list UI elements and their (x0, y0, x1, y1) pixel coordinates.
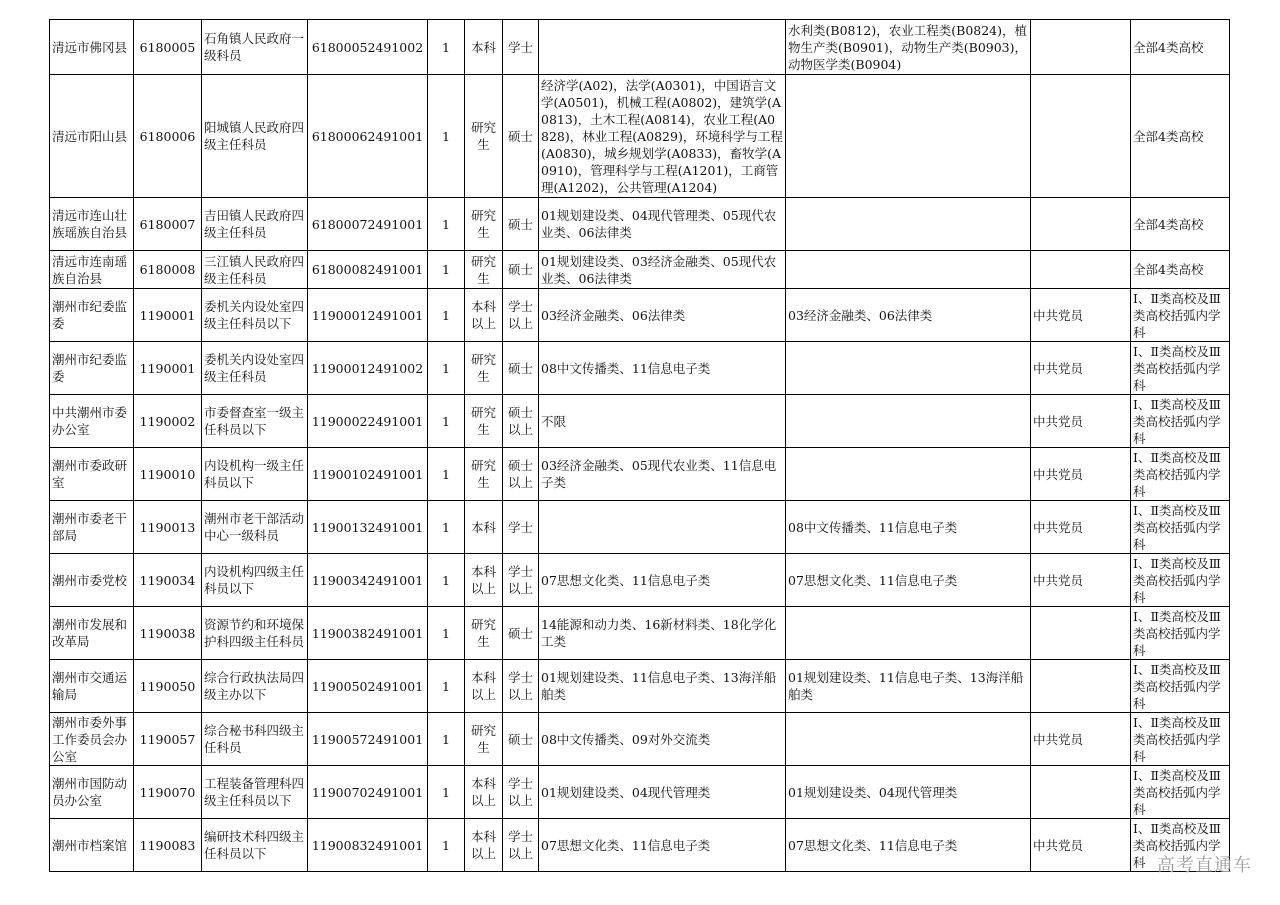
post-code-cell: 11900132491001 (308, 501, 428, 554)
graduate-major-cell: 07思想文化类、11信息电子类 (539, 554, 786, 607)
position-cell: 综合行政执法局四级主办以下 (202, 660, 308, 713)
code-cell: 1190038 (134, 607, 202, 660)
area-cell: 潮州市纪委监委 (50, 289, 134, 342)
undergraduate-major-cell: 07思想文化类、11信息电子类 (786, 819, 1031, 872)
position-cell: 三江镇人民政府四级主任科员 (202, 251, 308, 289)
count-cell: 1 (428, 251, 465, 289)
code-cell: 1190002 (134, 395, 202, 448)
education-cell: 本科以上 (465, 289, 503, 342)
politics-cell (1031, 607, 1131, 660)
degree-cell: 硕士 (503, 198, 539, 251)
education-cell: 研究生 (465, 75, 503, 198)
education-cell: 本科以上 (465, 819, 503, 872)
table-row (50, 766, 1230, 819)
degree-cell: 硕士 (503, 251, 539, 289)
school-cell: 全部4类高校 (1131, 20, 1230, 75)
position-cell: 吉田镇人民政府四级主任科员 (202, 198, 308, 251)
area-cell: 清远市连山壮族瑶族自治县 (50, 198, 134, 251)
school-cell: Ⅰ、Ⅱ类高校及Ⅲ类高校括弧内学科 (1131, 766, 1230, 819)
area-cell: 潮州市国防动员办公室 (50, 766, 134, 819)
politics-cell: 中共党员 (1031, 819, 1131, 872)
position-cell: 阳城镇人民政府四级主任科员 (202, 75, 308, 198)
code-cell: 1190083 (134, 819, 202, 872)
area-cell: 潮州市委政研室 (50, 448, 134, 501)
education-cell: 研究生 (465, 448, 503, 501)
education-cell: 研究生 (465, 607, 503, 660)
graduate-major-cell: 14能源和动力类、16新材料类、18化学化工类 (539, 607, 786, 660)
table-row (50, 819, 1230, 872)
graduate-major-cell: 经济学(A02)，法学(A0301)，中国语言文学(A0501)，机械工程(A0802)，建筑学(A0813)，土木工程(A0814)，农业工程(A0828)，林业工程(A0829)，环境科学与工程(A0830)，城乡规划学(A0833)，畜牧学(A0910)，管理科学与工程(A1201)，工商管理(A1202)，公共管理(A1204) (539, 75, 786, 198)
table-row (50, 448, 1230, 501)
area-cell: 潮州市委党校 (50, 554, 134, 607)
table-row (50, 501, 1230, 554)
school-cell: Ⅰ、Ⅱ类高校及Ⅲ类高校括弧内学科 (1131, 448, 1230, 501)
count-cell: 1 (428, 819, 465, 872)
degree-cell: 硕士 (503, 607, 539, 660)
degree-cell: 硕士 (503, 342, 539, 395)
undergraduate-major-cell (786, 607, 1031, 660)
post-code-cell: 11900702491001 (308, 766, 428, 819)
table-row (50, 20, 1230, 75)
education-cell: 研究生 (465, 198, 503, 251)
degree-cell: 学士以上 (503, 766, 539, 819)
position-cell: 潮州市老干部活动中心一级科员 (202, 501, 308, 554)
position-cell: 内设机构一级主任科员以下 (202, 448, 308, 501)
post-code-cell: 11900382491001 (308, 607, 428, 660)
undergraduate-major-cell (786, 251, 1031, 289)
politics-cell: 中共党员 (1031, 289, 1131, 342)
post-code-cell: 11900572491001 (308, 713, 428, 766)
degree-cell: 学士 (503, 20, 539, 75)
position-cell: 资源节约和环境保护科四级主任科员 (202, 607, 308, 660)
education-cell: 本科以上 (465, 660, 503, 713)
graduate-major-cell (539, 501, 786, 554)
undergraduate-major-cell (786, 342, 1031, 395)
table-row (50, 251, 1230, 289)
degree-cell: 硕士 (503, 75, 539, 198)
education-cell: 本科以上 (465, 766, 503, 819)
area-cell: 潮州市纪委监委 (50, 342, 134, 395)
area-cell: 清远市阳山县 (50, 75, 134, 198)
school-cell: Ⅰ、Ⅱ类高校及Ⅲ类高校括弧内学科 (1131, 607, 1230, 660)
undergraduate-major-cell: 03经济金融类、06法律类 (786, 289, 1031, 342)
recruitment-table (49, 19, 1230, 872)
undergraduate-major-cell (786, 448, 1031, 501)
undergraduate-major-cell (786, 713, 1031, 766)
code-cell: 1190034 (134, 554, 202, 607)
code-cell: 1190050 (134, 660, 202, 713)
education-cell: 研究生 (465, 395, 503, 448)
position-cell: 工程装备管理科四级主任科员以下 (202, 766, 308, 819)
count-cell: 1 (428, 554, 465, 607)
graduate-major-cell: 01规划建设类、03经济金融类、05现代农业类、06法律类 (539, 251, 786, 289)
code-cell: 1190013 (134, 501, 202, 554)
table-row (50, 607, 1230, 660)
code-cell: 1190070 (134, 766, 202, 819)
degree-cell: 硕士以上 (503, 395, 539, 448)
education-cell: 研究生 (465, 342, 503, 395)
degree-cell: 学士以上 (503, 554, 539, 607)
area-cell: 清远市佛冈县 (50, 20, 134, 75)
undergraduate-major-cell (786, 75, 1031, 198)
education-cell: 本科以上 (465, 554, 503, 607)
undergraduate-major-cell: 01规划建设类、11信息电子类、13海洋船舶类 (786, 660, 1031, 713)
count-cell: 1 (428, 342, 465, 395)
post-code-cell: 11900022491001 (308, 395, 428, 448)
undergraduate-major-cell: 07思想文化类、11信息电子类 (786, 554, 1031, 607)
post-code-cell: 11900012491002 (308, 342, 428, 395)
graduate-major-cell: 01规划建设类、04现代管理类、05现代农业类、06法律类 (539, 198, 786, 251)
position-cell: 市委督查室一级主任科员以下 (202, 395, 308, 448)
code-cell: 1190057 (134, 713, 202, 766)
undergraduate-major-cell: 01规划建设类、04现代管理类 (786, 766, 1031, 819)
code-cell: 1190001 (134, 289, 202, 342)
politics-cell: 中共党员 (1031, 554, 1131, 607)
count-cell: 1 (428, 660, 465, 713)
code-cell: 1190001 (134, 342, 202, 395)
education-cell: 研究生 (465, 713, 503, 766)
table-row (50, 554, 1230, 607)
politics-cell (1031, 660, 1131, 713)
position-cell: 编研技术科四级主任科员以下 (202, 819, 308, 872)
graduate-major-cell: 08中文传播类、09对外交流类 (539, 713, 786, 766)
education-cell: 研究生 (465, 251, 503, 289)
degree-cell: 学士以上 (503, 819, 539, 872)
undergraduate-major-cell: 08中文传播类、11信息电子类 (786, 501, 1031, 554)
count-cell: 1 (428, 395, 465, 448)
post-code-cell: 61800052491002 (308, 20, 428, 75)
position-cell: 综合秘书科四级主任科员 (202, 713, 308, 766)
count-cell: 1 (428, 448, 465, 501)
position-cell: 委机关内设处室四级主任科员以下 (202, 289, 308, 342)
post-code-cell: 61800062491001 (308, 75, 428, 198)
post-code-cell: 11900342491001 (308, 554, 428, 607)
count-cell: 1 (428, 501, 465, 554)
politics-cell (1031, 766, 1131, 819)
school-cell: Ⅰ、Ⅱ类高校及Ⅲ类高校括弧内学科 (1131, 554, 1230, 607)
graduate-major-cell: 不限 (539, 395, 786, 448)
politics-cell (1031, 75, 1131, 198)
area-cell: 潮州市委老干部局 (50, 501, 134, 554)
post-code-cell: 61800082491001 (308, 251, 428, 289)
politics-cell (1031, 198, 1131, 251)
school-cell: Ⅰ、Ⅱ类高校及Ⅲ类高校括弧内学科 (1131, 713, 1230, 766)
school-cell: Ⅰ、Ⅱ类高校及Ⅲ类高校括弧内学科 (1131, 395, 1230, 448)
table-row (50, 289, 1230, 342)
count-cell: 1 (428, 607, 465, 660)
school-cell: 全部4类高校 (1131, 75, 1230, 198)
politics-cell: 中共党员 (1031, 395, 1131, 448)
education-cell: 本科 (465, 20, 503, 75)
degree-cell: 学士以上 (503, 660, 539, 713)
post-code-cell: 11900102491001 (308, 448, 428, 501)
graduate-major-cell: 01规划建设类、11信息电子类、13海洋船舶类 (539, 660, 786, 713)
undergraduate-major-cell (786, 198, 1031, 251)
school-cell: Ⅰ、Ⅱ类高校及Ⅲ类高校括弧内学科 (1131, 501, 1230, 554)
graduate-major-cell: 08中文传播类、11信息电子类 (539, 342, 786, 395)
table-row (50, 660, 1230, 713)
post-code-cell: 61800072491001 (308, 198, 428, 251)
code-cell: 6180007 (134, 198, 202, 251)
school-cell: Ⅰ、Ⅱ类高校及Ⅲ类高校括弧内学科 (1131, 342, 1230, 395)
code-cell: 6180005 (134, 20, 202, 75)
school-cell: Ⅰ、Ⅱ类高校及Ⅲ类高校括弧内学科 (1131, 289, 1230, 342)
table-row (50, 395, 1230, 448)
code-cell: 6180006 (134, 75, 202, 198)
table-row (50, 75, 1230, 198)
area-cell: 潮州市档案馆 (50, 819, 134, 872)
politics-cell: 中共党员 (1031, 448, 1131, 501)
area-cell: 潮州市发展和改革局 (50, 607, 134, 660)
degree-cell: 硕士以上 (503, 448, 539, 501)
count-cell: 1 (428, 289, 465, 342)
graduate-major-cell: 03经济金融类、06法律类 (539, 289, 786, 342)
post-code-cell: 11900832491001 (308, 819, 428, 872)
politics-cell: 中共党员 (1031, 501, 1131, 554)
count-cell: 1 (428, 75, 465, 198)
post-code-cell: 11900012491001 (308, 289, 428, 342)
degree-cell: 硕士 (503, 713, 539, 766)
post-code-cell: 11900502491001 (308, 660, 428, 713)
education-cell: 本科 (465, 501, 503, 554)
school-cell: 全部4类高校 (1131, 251, 1230, 289)
degree-cell: 学士以上 (503, 289, 539, 342)
area-cell: 中共潮州市委办公室 (50, 395, 134, 448)
count-cell: 1 (428, 766, 465, 819)
undergraduate-major-cell (786, 395, 1031, 448)
undergraduate-major-cell: 水利类(B0812)，农业工程类(B0824)，植物生产类(B0901)，动物生产类(B0903)，动物医学类(B0904) (786, 20, 1031, 75)
code-cell: 6180008 (134, 251, 202, 289)
politics-cell (1031, 251, 1131, 289)
table-row (50, 198, 1230, 251)
graduate-major-cell: 01规划建设类、04现代管理类 (539, 766, 786, 819)
graduate-major-cell: 03经济金融类、05现代农业类、11信息电子类 (539, 448, 786, 501)
code-cell: 1190010 (134, 448, 202, 501)
count-cell: 1 (428, 198, 465, 251)
politics-cell (1031, 20, 1131, 75)
watermark: 高考直通车 (1157, 855, 1252, 876)
position-cell: 内设机构四级主任科员以下 (202, 554, 308, 607)
school-cell: 全部4类高校 (1131, 198, 1230, 251)
count-cell: 1 (428, 713, 465, 766)
politics-cell: 中共党员 (1031, 713, 1131, 766)
position-cell: 石角镇人民政府一级科员 (202, 20, 308, 75)
table-row (50, 342, 1230, 395)
school-cell: Ⅰ、Ⅱ类高校及Ⅲ类高校括弧内学科 (1131, 819, 1230, 872)
politics-cell: 中共党员 (1031, 342, 1131, 395)
position-cell: 委机关内设处室四级主任科员 (202, 342, 308, 395)
graduate-major-cell (539, 20, 786, 75)
area-cell: 清远市连南瑶族自治县 (50, 251, 134, 289)
area-cell: 潮州市委外事工作委员会办公室 (50, 713, 134, 766)
area-cell: 潮州市交通运输局 (50, 660, 134, 713)
graduate-major-cell: 07思想文化类、11信息电子类 (539, 819, 786, 872)
count-cell: 1 (428, 20, 465, 75)
school-cell: Ⅰ、Ⅱ类高校及Ⅲ类高校括弧内学科 (1131, 660, 1230, 713)
degree-cell: 学士 (503, 501, 539, 554)
table-row (50, 713, 1230, 766)
